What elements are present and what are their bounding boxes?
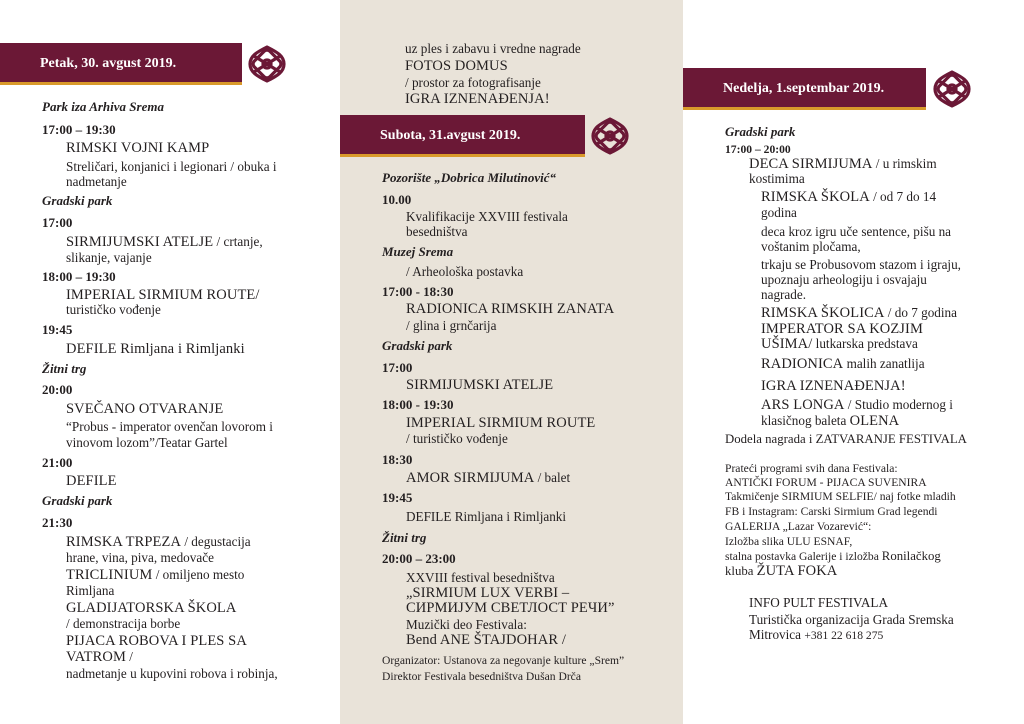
venue-label: Park iza Arhiva Srema	[42, 99, 164, 114]
event-title: GLADIJATORSKA ŠKOLA	[66, 600, 237, 616]
event-title: DECA SIRMIJUMA	[749, 156, 873, 172]
time-label: 17:00 – 20:00	[725, 143, 791, 156]
event-description: / Studio modernog i	[844, 397, 953, 412]
time-label: 21:30	[42, 515, 73, 530]
event-description: godina	[761, 205, 797, 220]
info-title: INFO PULT FESTIVALA	[749, 595, 888, 610]
event-title: ARS LONGA	[761, 397, 845, 413]
event-description: Kvalifikacije XXVIII festivala	[406, 209, 568, 224]
event-line	[761, 306, 957, 320]
time-label: 18:30	[382, 452, 413, 467]
time-label: 10.00	[382, 192, 412, 207]
venue-label: Gradski park	[42, 493, 113, 508]
time-label: 17:00 - 18:30	[382, 284, 454, 299]
event-description: / Arheološka postavka	[406, 264, 524, 279]
event-description: / balet	[534, 470, 571, 485]
day3-panel	[683, 0, 1024, 724]
event-description: lutkarska predstava	[812, 336, 918, 351]
event-description: / turističko vođenje	[406, 431, 508, 446]
event-description: / glina i grnčarija	[406, 318, 497, 333]
event-title: DEFILE	[66, 473, 117, 489]
event-description: voštanim pločama,	[761, 239, 861, 254]
event-line	[749, 157, 937, 171]
event-title: IMPERIAL SIRMIUM ROUTE	[406, 415, 596, 431]
event-description: slikanje, vajanje	[66, 250, 152, 265]
time-label: 20:00 – 23:00	[382, 551, 456, 566]
event-description: malih zanatlija	[843, 356, 925, 371]
event-description: nagrade.	[761, 287, 807, 302]
event-title: DEFILE Rimljana i Rimljanki	[66, 341, 245, 357]
event-title: SIRMIJUMSKI ATELJE	[66, 234, 214, 250]
event-line	[66, 568, 244, 582]
info-city: Mitrovica	[749, 627, 805, 642]
event-description: nadmetanje u kupovini robova i robinja,	[66, 666, 278, 681]
organizer-note: Organizator: Ustanova za negovanje kulture „Srem”	[382, 654, 625, 667]
closing-note: Dodela nagrada i ZATVARANJE FESTIVALA	[725, 432, 967, 446]
event-title: AMOR SIRMIJUMA	[406, 470, 535, 486]
event-title: VATROM	[66, 649, 126, 665]
event-title: RADIONICA	[761, 356, 844, 372]
side-program-line	[725, 564, 837, 578]
event-description: hrane, vina, piva, medovače	[66, 550, 214, 565]
day1-banner	[0, 43, 242, 85]
time-label: 20:00	[42, 382, 73, 397]
venue-label: Žitni trg	[382, 530, 427, 545]
event-title: UŠIMA/	[761, 336, 813, 352]
event-title: RADIONICA RIMSKIH ZANATA	[406, 301, 615, 317]
side-program-item: stalna postavka Galerije i izložba	[725, 550, 882, 563]
event-description: / prostor za fotografisanje	[405, 75, 541, 90]
time-label: 17:00	[42, 215, 73, 230]
side-program-item: Takmičenje SIRMIUM SELFIE/ naj fotke mladih	[725, 490, 956, 503]
event-description: deca kroz igru uče sentence, pišu na	[761, 224, 952, 239]
event-title: IGRA IZNENAĐENJA!	[405, 91, 550, 107]
event-description: turističko vođenje	[66, 302, 161, 317]
event-description: Rimljana	[66, 583, 115, 598]
event-description: besedništva	[406, 224, 468, 239]
event-description: Muzički deo Festivala:	[406, 617, 527, 632]
side-program-item: ANTIČKI FORUM - PIJACA SUVENIRA	[725, 476, 927, 489]
side-program-item: kluba	[725, 564, 757, 578]
event-line	[761, 414, 899, 428]
event-description: “Probus - imperator ovenčan lovorom i	[66, 419, 273, 434]
event-title: FOTOS DOMUS	[405, 58, 508, 74]
side-program-item: Izložba slika ULU ESNAF,	[725, 535, 853, 548]
event-description: / omiljeno mesto	[152, 567, 245, 582]
time-label: 18:00 - 19:30	[382, 397, 454, 412]
event-description: / demonstracija borbe	[66, 616, 181, 631]
event-description: / od 7 do 14	[869, 189, 937, 204]
day3-banner-title: Nedelja, 1.septembar 2019.	[723, 81, 885, 96]
event-description: XXVIII festival besedništva	[406, 570, 555, 585]
event-description: upoznaju arheologiju i osvajaju	[761, 272, 927, 287]
event-description: uz ples i zabavu i vredne nagrade	[405, 41, 581, 56]
event-title: SIRMIJUMSKI ATELJE	[406, 377, 554, 393]
event-line	[761, 398, 953, 412]
time-label: 19:45	[382, 490, 413, 505]
event-description: klasičnog baleta	[761, 413, 850, 428]
event-line	[66, 535, 251, 549]
venue-label: Žitni trg	[42, 361, 87, 376]
event-line	[761, 190, 936, 204]
event-title: СИРМИЈУМ СВЕТЛОСТ РЕЧИ”	[406, 600, 615, 616]
event-description: vinovom lozom”/Teatar Gartel	[66, 435, 228, 450]
event-description: / degustacija	[181, 534, 251, 549]
event-line	[66, 235, 263, 249]
event-description: trkaju se Probusovom stazom i igraju,	[761, 257, 961, 272]
time-label: 19:45	[42, 322, 73, 337]
day1-banner-title: Petak, 30. avgust 2019.	[40, 56, 177, 71]
event-line	[66, 650, 133, 664]
side-program-item: FB i Instagram: Carski Sirmium Grad legendi	[725, 505, 938, 518]
side-program-heading: Prateći programi svih dana Festivala:	[725, 462, 898, 475]
info-line	[749, 628, 883, 643]
event-title: IGRA IZNENAĐENJA!	[761, 378, 906, 394]
event-title: RIMSKI VOJNI KAMP	[66, 140, 210, 156]
venue-label: Pozorište „Dobrica Milutinović“	[382, 170, 557, 185]
celtic-knot-icon	[932, 69, 972, 109]
event-title: OLENA	[849, 413, 900, 429]
event-line	[761, 357, 925, 371]
event-description: / do 7 godina	[884, 305, 957, 320]
side-program-item: GALERIJA „Lazar Vozarević“:	[725, 520, 872, 533]
event-title: RIMSKA TRPEZA	[66, 534, 182, 550]
event-title: Bend ANE ŠTAJDOHAR /	[406, 632, 566, 648]
event-description: nadmetanje	[66, 174, 127, 189]
side-program-item: ŽUTA FOKA	[756, 563, 838, 579]
event-title: DEFILE Rimljana i Rimljanki	[406, 509, 567, 524]
event-title: IMPERIAL SIRMIUM ROUTE/	[66, 287, 260, 303]
event-description: Streličari, konjanici i legionari / obuka i	[66, 159, 277, 174]
venue-label: Muzej Srema	[382, 244, 454, 259]
event-line	[406, 471, 570, 485]
event-description: kostimima	[749, 171, 805, 186]
event-description: / u rimskim	[872, 156, 937, 171]
time-label: 17:00 – 19:30	[42, 122, 116, 137]
info-org: Turistička organizacija Grada Sremska	[749, 612, 954, 627]
event-title: RIMSKA ŠKOLICA	[761, 305, 885, 321]
event-title: „SIRMIUM LUX VERBI –	[406, 585, 570, 601]
event-description: /	[125, 649, 133, 664]
venue-label: Gradski park	[382, 338, 453, 353]
event-title: IMPERATOR SA KOZJIM	[761, 321, 923, 337]
side-program-line	[725, 549, 941, 564]
time-label: 17:00	[382, 360, 413, 375]
celtic-knot-icon	[247, 44, 287, 84]
day2-panel	[340, 0, 683, 724]
venue-label: Gradski park	[725, 124, 796, 139]
event-title: RIMSKA ŠKOLA	[761, 189, 870, 205]
event-title: PIJACA ROBOVA I PLES SA	[66, 633, 247, 649]
side-program-item: Ronilačkog	[881, 549, 941, 563]
celtic-knot-icon	[590, 116, 630, 156]
day2-banner	[340, 115, 585, 157]
event-description: / crtanje,	[213, 234, 263, 249]
event-title: TRICLINIUM	[66, 567, 153, 583]
time-label: 21:00	[42, 455, 73, 470]
venue-label: Gradski park	[42, 193, 113, 208]
time-label: 18:00 – 19:30	[42, 269, 116, 284]
event-line	[761, 337, 918, 351]
day2-banner-title: Subota, 31.avgust 2019.	[380, 128, 521, 143]
event-title: SVEČANO OTVARANJE	[66, 401, 224, 417]
director-note: Direktor Festivala besedništva Dušan Drča	[382, 670, 581, 683]
day3-banner	[683, 68, 926, 110]
day1-panel	[0, 0, 340, 724]
info-phone: +381 22 618 275	[804, 629, 884, 642]
